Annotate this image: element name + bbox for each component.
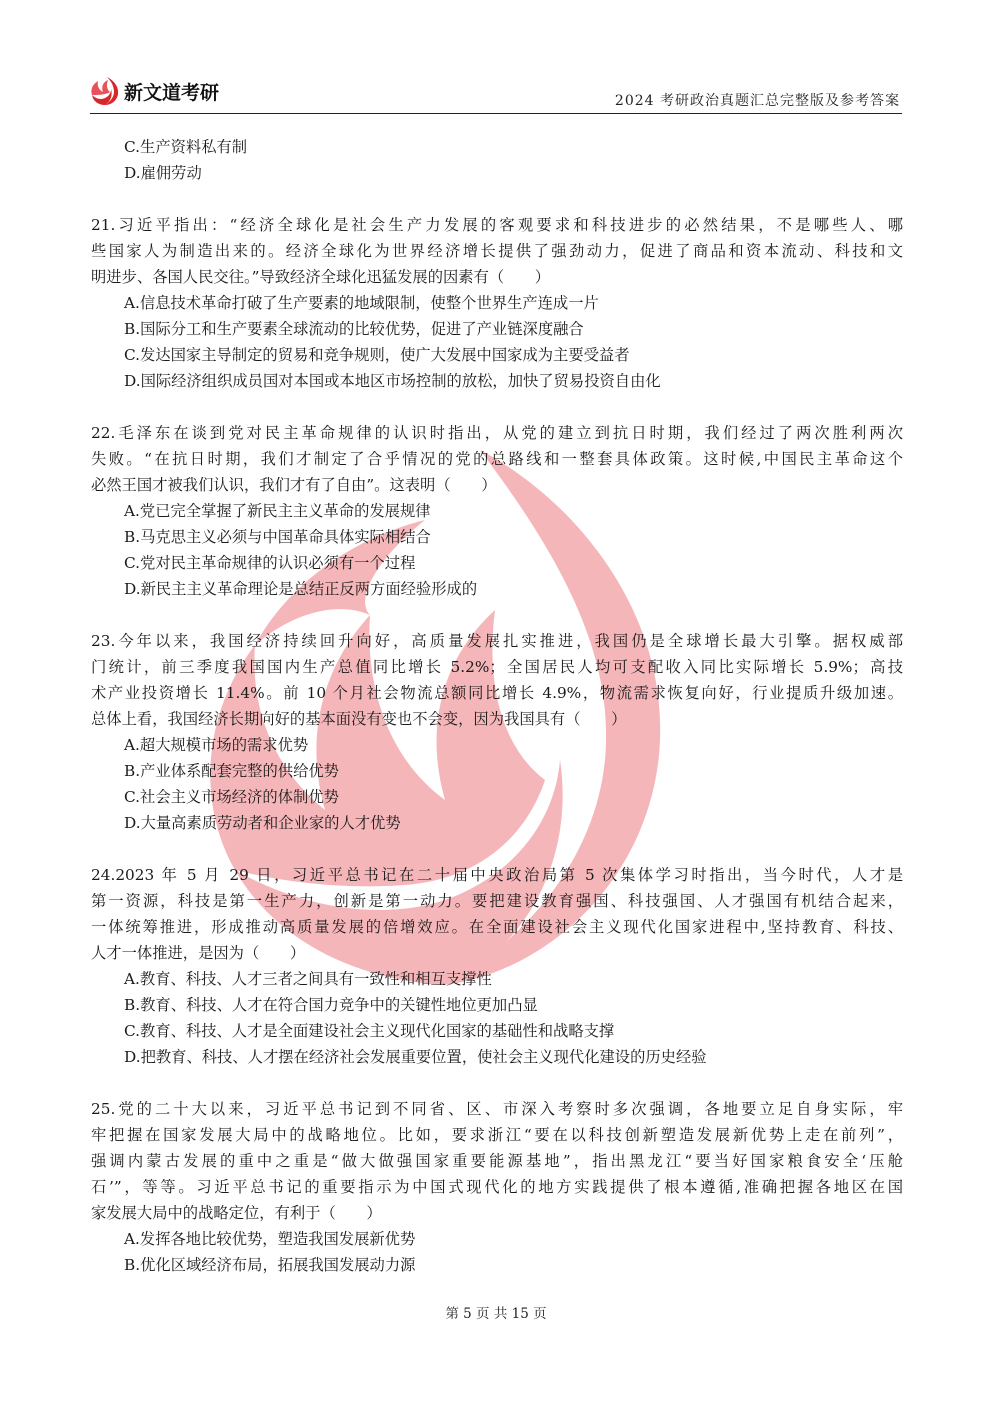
stem-line: 些国家人为制造出来的。经济全球化为世界经济增长提供了强劲动力，促进了商品和资本流动、科技和文 bbox=[91, 242, 903, 260]
option-b: B.国际分工和生产要素全球流动的比较优势，促进了产业链深度融合 bbox=[124, 320, 584, 338]
stem-line: 23.今年以来，我国经济持续回升向好，高质量发展扎实推进，我国仍是全球增长最大引擎。据权威部 bbox=[91, 632, 903, 650]
option-d: D.把教育、科技、人才摆在经济社会发展重要位置，使社会主义现代化建设的历史经验 bbox=[124, 1048, 707, 1066]
question-stem bbox=[91, 628, 903, 732]
page-number: 第 5 页 共 15 页 bbox=[445, 1306, 547, 1322]
question-stem bbox=[91, 1096, 903, 1226]
page-content bbox=[91, 134, 903, 1278]
option-b: B.马克思主义必须与中国革命具体实际相结合 bbox=[124, 528, 431, 546]
stem-line: 25.党的二十大以来，习近平总书记到不同省、区、市深入考察时多次强调，各地要立足自身实际，牢 bbox=[91, 1100, 903, 1118]
stem-line: 门统计，前三季度我国国内生产总值同比增长 5.2%；全国居民人均可支配收入同比实际增长 5.9%；高技 bbox=[91, 658, 903, 676]
question-23 bbox=[91, 628, 903, 836]
stem-line: 人才一体推进，是因为（ ） bbox=[91, 944, 306, 962]
stem-line: 22.毛泽东在谈到党对民主革命规律的认识时指出，从党的建立到抗日时期，我们经过了两次胜利两次 bbox=[91, 424, 903, 442]
header-divider bbox=[90, 113, 902, 114]
stem-line: 牢把握在国家发展大局中的战略地位。比如，要求浙江“要在以科技创新塑造发展新优势上走在前列”， bbox=[91, 1126, 903, 1144]
question-22 bbox=[91, 420, 903, 602]
stem-line: 明进步、各国人民交往。”导致经济全球化迅猛发展的因素有（ ） bbox=[91, 268, 551, 286]
option-d: D.新民主主义革命理论是总结正反两方面经验形成的 bbox=[124, 580, 478, 598]
brand-name: 新文道考研 bbox=[124, 81, 220, 104]
option-a: A.教育、科技、人才三者之间具有一致性和相互支撑性 bbox=[124, 970, 492, 988]
option-c: C.生产资料私有制 bbox=[124, 138, 248, 156]
option-b: B.教育、科技、人才在符合国力竞争中的关键性地位更加凸显 bbox=[124, 996, 538, 1014]
option-a: A.超大规模市场的需求优势 bbox=[124, 736, 309, 754]
option-d: D.国际经济组织成员国对本国或本地区市场控制的放松，加快了贸易投资自由化 bbox=[124, 372, 661, 390]
brand-logo bbox=[90, 76, 219, 106]
phoenix-logo-icon bbox=[90, 76, 120, 106]
stem-line: 一体统筹推进，形成推动高质量发展的倍增效应。在全面建设社会主义现代化国家进程中,坚持教育、科技、 bbox=[91, 918, 903, 936]
carryover-options bbox=[91, 134, 903, 186]
stem-line: 21.习近平指出：“经济全球化是社会生产力发展的客观要求和科技进步的必然结果，不是哪些人、哪 bbox=[91, 216, 903, 234]
stem-line: 术产业投资增长 11.4%。前 10 个月社会物流总额同比增长 4.9%，物流需求恢复向好，行业提质升级加速。 bbox=[91, 684, 903, 702]
stem-line: 家发展大局中的战略定位，有利于（ ） bbox=[91, 1204, 382, 1222]
question-stem bbox=[91, 212, 903, 290]
option-a: A.发挥各地比较优势，塑造我国发展新优势 bbox=[124, 1230, 416, 1248]
stem-line: 24.2023 年 5 月 29 日，习近平总书记在二十届中央政治局第 5 次集体学习时指出，当今时代，人才是 bbox=[91, 866, 903, 884]
option-c: C.发达国家主导制定的贸易和竞争规则，使广大发展中国家成为主要受益者 bbox=[124, 346, 630, 364]
stem-line: 强调内蒙古发展的重中之重是“做大做强国家重要能源基地”，指出黑龙江“要当好国家粮食安全‘压舱 bbox=[91, 1152, 903, 1170]
question-25 bbox=[91, 1096, 903, 1278]
stem-line: 石’”，等等。习近平总书记的重要指示为中国式现代化的地方实践提供了根本遵循,准确把握各地区在国 bbox=[91, 1178, 903, 1196]
option-b: B.优化区域经济布局，拓展我国发展动力源 bbox=[124, 1256, 416, 1274]
option-d: D.大量高素质劳动者和企业家的人才优势 bbox=[124, 814, 401, 832]
question-stem bbox=[91, 862, 903, 966]
option-c: C.教育、科技、人才是全面建设社会主义现代化国家的基础性和战略支撑 bbox=[124, 1022, 615, 1040]
option-b: B.产业体系配套完整的供给优势 bbox=[124, 762, 339, 780]
option-c: C.党对民主革命规律的认识必须有一个过程 bbox=[124, 554, 416, 572]
option-a: A.党已完全掌握了新民主主义革命的发展规律 bbox=[124, 502, 431, 520]
option-a: A.信息技术革命打破了生产要素的地域限制，使整个世界生产连成一片 bbox=[124, 294, 599, 312]
question-24 bbox=[91, 862, 903, 1070]
question-stem bbox=[91, 420, 903, 498]
page-header bbox=[90, 72, 902, 114]
stem-line: 总体上看，我国经济长期向好的基本面没有变也不会变，因为我国具有（ ） bbox=[91, 710, 627, 728]
question-21 bbox=[91, 212, 903, 394]
option-d: D.雇佣劳动 bbox=[124, 164, 202, 182]
option-c: C.社会主义市场经济的体制优势 bbox=[124, 788, 339, 806]
document-title: 2024 考研政治真题汇总完整版及参考答案 bbox=[614, 93, 900, 109]
stem-line: 失败。“在抗日时期，我们才制定了合乎情况的党的总路线和一整套具体政策。这时候,中国民主革命这个 bbox=[91, 450, 903, 468]
stem-line: 第一资源，科技是第一生产力，创新是第一动力。要把建设教育强国、科技强国、人才强国有机结合起来， bbox=[91, 892, 903, 910]
stem-line: 必然王国才被我们认识，我们才有了自由”。这表明（ ） bbox=[91, 476, 497, 494]
